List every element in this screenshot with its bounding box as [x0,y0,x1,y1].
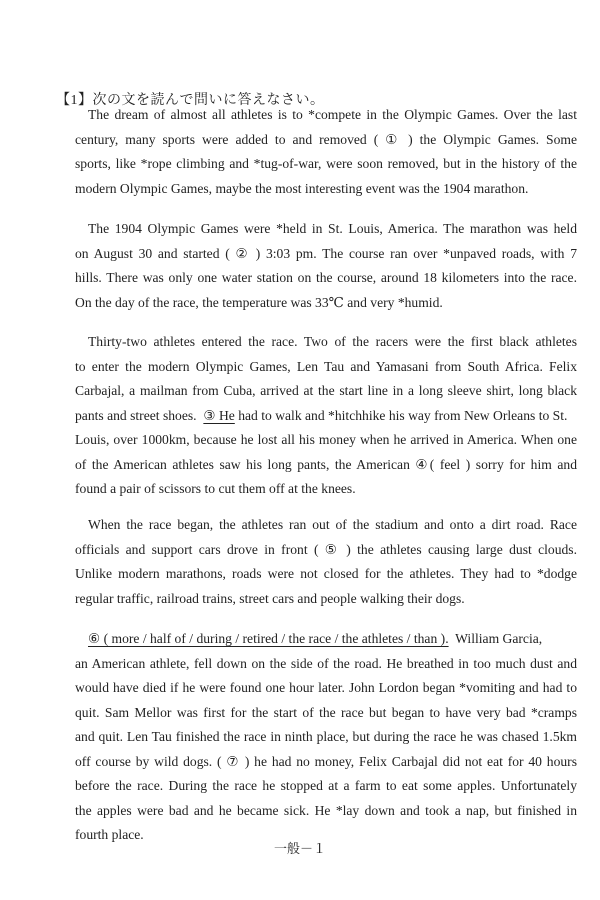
text-line: The 1904 Olympic Games were *held in St. Louis, America. The marathon was held [88,221,577,236]
text-line: found a pair of scissors to cut them off at the knees. [75,481,356,496]
text-line: fourth place. [75,827,144,842]
text-line: on August 30 and started ( ② ) 3:03 pm. The course ran over *unpaved roads, with 7 [75,245,577,261]
text-line: hills. There was only one water station on the course, around 18 kilometers into the race. [75,270,577,285]
text-line: the apples were bad and he became sick. He *lay down and took a nap, but finished in [75,802,577,818]
text-segment: pants and street shoes. [75,407,204,423]
text-line: quit. Sam Mellor was first for the start of the race but began to have very bad *cramps [75,704,577,720]
text-segment: had to walk and *hitchhike his way from New Orleans to St. [234,407,568,423]
page-number: 一般－１ [273,841,326,856]
paragraph-4 [75,513,577,611]
question-heading: 【1】次の文を読んで問いに答えなさい。 [56,93,325,108]
text-line: sports, like *rope climbing and *tug-of-war, were soon removed, but in the history of the [75,156,577,171]
text-line: and quit. Len Tau finished the race in ninth place, but during the race he was chased 1.5km [75,729,577,744]
text-line-with-underline [75,404,577,429]
text-line: Louis, over 1000km, because he lost all his money when he arrived in America. When one [75,432,577,447]
text-line-with-underline [75,627,577,652]
text-line: an American athlete, fell down on the side of the road. He breathed in too much dust and [75,655,577,671]
paragraph-3 [75,330,577,502]
text-line: When the race began, the athletes ran out of the stadium and onto a dirt road. Race [88,517,577,532]
text-line: off course by wild dogs. ( ⑦ ) he had no money, Felix Carbajal did not eat for 40 hours [75,753,577,769]
text-line: officials and support cars drove in front ( ⑤ ) the athletes causing large dust clouds. [75,541,577,557]
text-line: before the race. During the race he stopped at a farm to eat some apples. Unfortunately [75,778,577,793]
text-line: would have died if he were found one hour later. John Lordon began *vomiting and had to [75,680,577,695]
paragraph-1 [75,103,577,201]
text-line: to enter the modern Olympic Games, Len Tau and Yamasani from South Africa. Felix [75,358,577,374]
text-line: of the American athletes saw his long pants, the American ④( feel ) sorry for him and [75,456,577,472]
text-line: Thirty-two athletes entered the race. Two of the racers were the first black athletes [88,334,577,349]
text-line: Unlike modern marathons, roads were not closed for the athletes. They had to *dodge [75,566,577,581]
text-line: modern Olympic Games, maybe the most interesting event was the 1904 marathon. [75,180,529,196]
underlined-phrase-6: ⑥ ( more / half of / during / retired / the race / the athletes / than ). [88,631,449,646]
text-line: On the day of the race, the temperature was 33℃ and very *humid. [75,294,443,310]
text-line: century, many sports were added to and removed ( ① ) the Olympic Games. Some [75,131,577,147]
text-segment: William Garcia, [448,631,543,646]
paragraph-2 [75,217,577,315]
paragraph-5 [75,627,577,848]
text-line: The dream of almost all athletes is to *compete in the Olympic Games. Over the last [88,107,577,122]
text-line: Carbajal, a mailman from Cuba, arrived at the start line in a long sleeve shirt, long black [75,383,577,398]
underlined-phrase-3: ③ He [203,407,235,423]
text-line: regular traffic, railroad trains, street cars and people walking their dogs. [75,590,465,606]
